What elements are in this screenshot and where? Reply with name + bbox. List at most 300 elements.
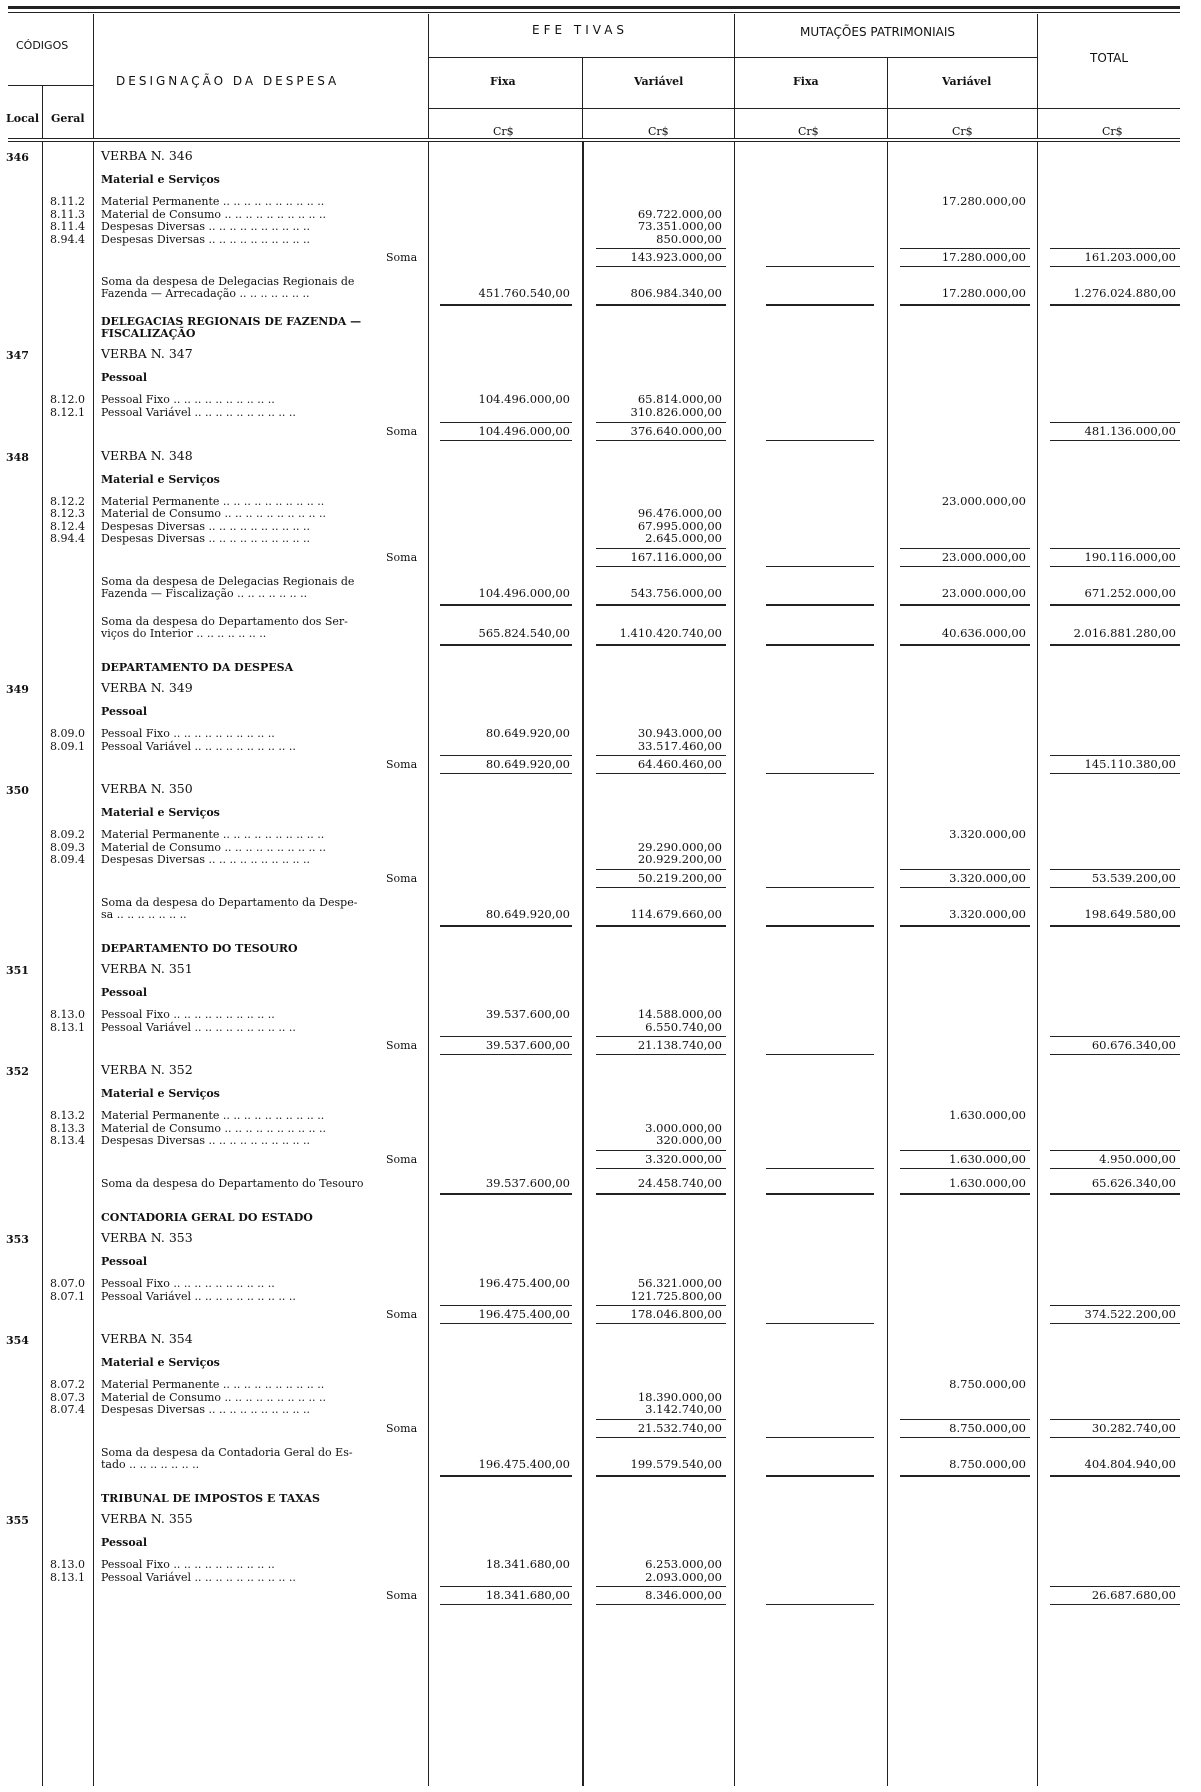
item-label: Despesas Diversas .. .. .. .. .. .. .. .. .. .. bbox=[101, 232, 310, 246]
group-heading: Material e Serviços bbox=[101, 1356, 220, 1370]
subtotal-rule bbox=[1050, 1193, 1180, 1195]
item-code: 8.13.3 bbox=[50, 1121, 85, 1135]
item-code: 8.11.2 bbox=[50, 195, 85, 208]
item-code: 8.09.4 bbox=[50, 853, 85, 867]
subtotal-rule bbox=[900, 925, 1030, 927]
soma-rule-above bbox=[1050, 755, 1180, 756]
verba-local-code: 352 bbox=[6, 1065, 29, 1079]
soma-label: Soma bbox=[386, 1153, 418, 1166]
subtotal-rule bbox=[1050, 644, 1180, 646]
soma-rule-above bbox=[596, 248, 726, 249]
soma-rule-below bbox=[440, 440, 572, 441]
soma-value-c4: 60.676.340,00 bbox=[1091, 1038, 1176, 1053]
header-fixa-mutacoes: Fixa bbox=[793, 75, 819, 88]
item-code: 8.11.4 bbox=[50, 220, 85, 234]
item-code: 8.12.3 bbox=[50, 507, 85, 521]
soma-rule-below bbox=[1050, 1604, 1180, 1605]
verba-title: VERBA N. 351 bbox=[101, 961, 193, 976]
soma-value-c2: 3.320.000,00 bbox=[645, 1152, 722, 1166]
item-label: Pessoal Variável .. .. .. .. .. .. .. .. .. .. bbox=[101, 1570, 296, 1584]
header-currency-5: Cr$ bbox=[1102, 125, 1123, 138]
soma-rule-below bbox=[1050, 1323, 1180, 1324]
item-value-c2: 33.517.460,00 bbox=[637, 738, 722, 753]
soma-rule-below bbox=[1050, 266, 1180, 267]
group-heading: Material e Serviços bbox=[101, 472, 220, 486]
soma-value-c2: 178.046.800,00 bbox=[630, 1307, 722, 1322]
header-divider-mutacoes bbox=[887, 58, 888, 138]
item-label: Pessoal Fixo .. .. .. .. .. .. .. .. .. .. bbox=[101, 1008, 275, 1021]
section-heading: DEPARTAMENTO DO TESOURO bbox=[101, 942, 298, 955]
soma-value-c4: 30.282.740,00 bbox=[1091, 1421, 1176, 1435]
subtotal-label-line1: Soma da despesa de Delegacias Regionais de bbox=[101, 275, 355, 289]
subtotal-rule bbox=[440, 644, 572, 646]
soma-value-c4: 145.110.380,00 bbox=[1084, 757, 1176, 772]
header-currency-3: Cr$ bbox=[798, 125, 819, 138]
group-heading: Material e Serviços bbox=[101, 1087, 220, 1101]
subtotal-label-line2: Fazenda — Arrecadação .. .. .. .. .. .. .. bbox=[101, 287, 310, 301]
item-label: Pessoal Variável .. .. .. .. .. .. .. .. .. .. bbox=[101, 406, 296, 419]
subtotal-value-c4: 404.804.940,00 bbox=[1084, 1457, 1176, 1471]
item-label: Material de Consumo .. .. .. .. .. .. .. .. .. .. bbox=[101, 840, 326, 854]
section-heading: CONTADORIA GERAL DO ESTADO bbox=[101, 1211, 313, 1224]
soma-rule-below bbox=[1050, 1168, 1180, 1169]
header-rule-currency bbox=[428, 108, 1180, 109]
item-code: 8.09.1 bbox=[50, 739, 85, 753]
item-value-c2: 29.290.000,00 bbox=[637, 839, 722, 854]
header-local: Local bbox=[6, 112, 40, 125]
soma-value-c4: 161.203.000,00 bbox=[1084, 250, 1176, 265]
verba-title: VERBA N. 355 bbox=[101, 1511, 193, 1526]
subtotal-value-c1: 451.760.540,00 bbox=[478, 286, 570, 301]
top-rule bbox=[8, 6, 1180, 9]
subtotal-rule bbox=[440, 1193, 572, 1195]
item-code: 8.13.4 bbox=[50, 1134, 85, 1148]
item-value-c2: 14.588.000,00 bbox=[637, 1007, 722, 1021]
item-value-c3: 3.320.000,00 bbox=[949, 827, 1026, 842]
item-label: Pessoal Fixo .. .. .. .. .. .. .. .. .. .. bbox=[101, 1277, 275, 1290]
verba-local-code: 350 bbox=[6, 784, 29, 798]
header-divider-codes bbox=[93, 14, 94, 138]
item-value-c2: 6.253.000,00 bbox=[645, 1557, 722, 1571]
subtotal-label-line1: Soma da despesa do Departamento da Despe- bbox=[101, 896, 358, 909]
subtotal-rule-empty bbox=[766, 644, 874, 646]
soma-rule-above bbox=[900, 1419, 1030, 1420]
item-value-c2: 6.550.740,00 bbox=[645, 1019, 722, 1034]
soma-rule-empty bbox=[766, 566, 874, 567]
soma-rule-above bbox=[596, 755, 726, 756]
top-rule-thin bbox=[8, 12, 1180, 13]
verba-local-code: 347 bbox=[6, 349, 29, 363]
subtotal-label: Soma da despesa do Departamento do Tesouro bbox=[101, 1177, 364, 1190]
soma-value-c1: 18.341.680,00 bbox=[485, 1588, 570, 1603]
soma-rule-below bbox=[596, 1604, 726, 1605]
group-heading: Pessoal bbox=[101, 1255, 148, 1268]
verba-local-code: 349 bbox=[6, 683, 29, 696]
verba-title: VERBA N. 352 bbox=[101, 1062, 193, 1078]
soma-rule-below bbox=[440, 773, 572, 774]
subtotal-rule-empty bbox=[766, 1475, 874, 1477]
subtotal-rule bbox=[900, 304, 1030, 306]
subtotal-value-c4: 2.016.881.280,00 bbox=[1073, 626, 1176, 640]
soma-value-c2: 143.923.000,00 bbox=[630, 250, 722, 265]
item-value-c2: 121.725.800,00 bbox=[630, 1288, 722, 1303]
subtotal-value-c3: 17.280.000,00 bbox=[941, 286, 1026, 301]
item-code: 8.12.0 bbox=[50, 393, 85, 407]
item-label: Pessoal Variável .. .. .. .. .. .. .. .. .. .. bbox=[101, 1020, 296, 1034]
subtotal-label-line1: Soma da despesa de Delegacias Regionais de bbox=[101, 575, 355, 588]
subtotal-rule bbox=[596, 925, 726, 927]
soma-rule-empty bbox=[766, 1054, 874, 1055]
soma-value-c4: 374.522.200,00 bbox=[1084, 1307, 1176, 1322]
section-heading: TRIBUNAL DE IMPOSTOS E TAXAS bbox=[101, 1492, 320, 1505]
header-rule-bottom2 bbox=[8, 141, 1180, 142]
subtotal-rule bbox=[596, 644, 726, 646]
soma-rule-below bbox=[1050, 1437, 1180, 1438]
subtotal-value-c1: 80.649.920,00 bbox=[485, 907, 570, 921]
item-code: 8.12.1 bbox=[50, 406, 85, 419]
soma-rule-above bbox=[440, 755, 572, 756]
item-value-c2: 96.476.000,00 bbox=[637, 506, 722, 521]
soma-rule-empty bbox=[766, 266, 874, 267]
soma-rule-above bbox=[596, 1586, 726, 1587]
group-heading: Pessoal bbox=[101, 1536, 148, 1549]
item-label: Despesas Diversas .. .. .. .. .. .. .. .. .. .. bbox=[101, 1403, 310, 1417]
subtotal-value-c2: 199.579.540,00 bbox=[630, 1457, 722, 1471]
subtotal-value-c4: 1.276.024.880,00 bbox=[1073, 286, 1176, 301]
soma-value-c2: 50.219.200,00 bbox=[637, 871, 722, 885]
soma-rule-above bbox=[440, 422, 572, 423]
col-line-mid bbox=[734, 141, 735, 1786]
soma-rule-below bbox=[596, 440, 726, 441]
header-rule-bottom bbox=[8, 138, 1180, 139]
soma-label: Soma bbox=[386, 1589, 418, 1603]
item-label: Despesas Diversas .. .. .. .. .. .. .. .. .. .. bbox=[101, 519, 310, 533]
soma-rule-below bbox=[1050, 887, 1180, 888]
header-currency-2: Cr$ bbox=[648, 125, 669, 138]
subtotal-value-c4: 198.649.580,00 bbox=[1084, 907, 1176, 921]
item-value-c2: 73.351.000,00 bbox=[637, 219, 722, 234]
soma-rule-below bbox=[596, 1054, 726, 1055]
group-heading: Pessoal bbox=[101, 705, 148, 718]
verba-local-code: 348 bbox=[6, 450, 29, 464]
soma-rule-below bbox=[596, 773, 726, 774]
soma-value-c2: 167.116.000,00 bbox=[630, 550, 722, 564]
soma-value-c1: 196.475.400,00 bbox=[478, 1307, 570, 1322]
soma-rule-below bbox=[900, 566, 1030, 567]
soma-value-c4: 481.136.000,00 bbox=[1084, 423, 1176, 438]
soma-label: Soma bbox=[386, 424, 418, 438]
item-code: 8.13.1 bbox=[50, 1020, 85, 1034]
subtotal-rule bbox=[440, 1475, 572, 1477]
subtotal-rule-empty bbox=[766, 925, 874, 927]
item-code: 8.07.3 bbox=[50, 1390, 85, 1404]
section-heading-line2: FISCALIZAÇÃO bbox=[101, 327, 196, 341]
header-divider-efetivas bbox=[582, 58, 583, 138]
item-code: 8.07.1 bbox=[50, 1289, 85, 1303]
subtotal-value-c1: 196.475.400,00 bbox=[478, 1457, 570, 1471]
soma-label: Soma bbox=[386, 251, 418, 265]
item-value-c2: 850.000,00 bbox=[656, 231, 722, 246]
subtotal-rule bbox=[1050, 925, 1180, 927]
header-rule-groups bbox=[428, 57, 1037, 58]
item-label: Pessoal Fixo .. .. .. .. .. .. .. .. .. .. bbox=[101, 1558, 275, 1571]
item-label: Material de Consumo .. .. .. .. .. .. .. .. .. .. bbox=[101, 507, 326, 521]
soma-value-c3: 8.750.000,00 bbox=[949, 1421, 1026, 1435]
soma-rule-above bbox=[596, 1150, 726, 1151]
item-value-c1: 196.475.400,00 bbox=[478, 1276, 570, 1290]
subtotal-rule-empty bbox=[766, 304, 874, 306]
col-line-local bbox=[42, 141, 43, 1786]
item-value-c2: 56.321.000,00 bbox=[637, 1276, 722, 1290]
item-label: Pessoal Variável .. .. .. .. .. .. .. .. .. .. bbox=[101, 1289, 296, 1303]
soma-rule-above bbox=[1050, 422, 1180, 423]
item-code: 8.09.3 bbox=[50, 840, 85, 854]
subtotal-value-c1: 104.496.000,00 bbox=[478, 586, 570, 600]
subtotal-value-c1: 565.824.540,00 bbox=[478, 626, 570, 640]
soma-rule-empty bbox=[766, 773, 874, 774]
soma-rule-below bbox=[596, 266, 726, 267]
item-label: Despesas Diversas .. .. .. .. .. .. .. .. .. .. bbox=[101, 532, 310, 546]
item-label: Despesas Diversas .. .. .. .. .. .. .. .. .. .. bbox=[101, 853, 310, 867]
subtotal-value-c2: 24.458.740,00 bbox=[637, 1176, 722, 1190]
item-value-c2: 67.995.000,00 bbox=[637, 518, 722, 533]
subtotal-rule bbox=[596, 604, 726, 606]
soma-rule-empty bbox=[766, 1323, 874, 1324]
subtotal-rule bbox=[440, 925, 572, 927]
verba-title: VERBA N. 350 bbox=[101, 781, 193, 797]
item-value-c2: 65.814.000,00 bbox=[637, 392, 722, 407]
verba-title: VERBA N. 349 bbox=[101, 680, 193, 695]
soma-rule-above bbox=[440, 1586, 572, 1587]
item-code: 8.94.4 bbox=[50, 532, 85, 546]
subtotal-rule bbox=[440, 604, 572, 606]
item-code: 8.09.0 bbox=[50, 727, 85, 740]
subtotal-rule bbox=[900, 644, 1030, 646]
soma-value-c1: 39.537.600,00 bbox=[485, 1038, 570, 1053]
soma-value-c2: 21.138.740,00 bbox=[637, 1038, 722, 1053]
verba-title: VERBA N. 348 bbox=[101, 447, 193, 463]
header-geral: Geral bbox=[51, 112, 85, 125]
header-codigos: CÓDIGOS bbox=[16, 39, 69, 52]
item-value-c2: 310.826.000,00 bbox=[630, 405, 722, 419]
header-efetivas: EFE TIVAS bbox=[532, 23, 629, 37]
soma-rule-above bbox=[1050, 1305, 1180, 1306]
subtotal-value-c3: 8.750.000,00 bbox=[949, 1457, 1026, 1471]
verba-title: VERBA N. 347 bbox=[101, 346, 193, 362]
subtotal-value-c2: 543.756.000,00 bbox=[630, 586, 722, 600]
soma-rule-below bbox=[900, 266, 1030, 267]
section-heading: DEPARTAMENTO DA DESPESA bbox=[101, 661, 294, 674]
soma-value-c1: 104.496.000,00 bbox=[478, 423, 570, 438]
subtotal-value-c4: 65.626.340,00 bbox=[1091, 1176, 1176, 1190]
soma-rule-above bbox=[1050, 1150, 1180, 1151]
item-code: 8.12.2 bbox=[50, 494, 85, 508]
soma-value-c2: 64.460.460,00 bbox=[637, 757, 722, 772]
subtotal-value-c3: 3.320.000,00 bbox=[949, 907, 1026, 921]
item-label: Material de Consumo .. .. .. .. .. .. .. .. .. .. bbox=[101, 207, 326, 221]
soma-rule-above bbox=[1050, 548, 1180, 549]
group-heading: Pessoal bbox=[101, 371, 148, 385]
soma-value-c4: 53.539.200,00 bbox=[1091, 871, 1176, 885]
col-line-designation bbox=[428, 141, 429, 1786]
soma-value-c2: 21.532.740,00 bbox=[637, 1421, 722, 1435]
item-label: Material de Consumo .. .. .. .. .. .. .. .. .. .. bbox=[101, 1390, 326, 1404]
soma-label: Soma bbox=[386, 1422, 418, 1435]
col-line-mutacoes bbox=[887, 141, 888, 1786]
soma-label: Soma bbox=[386, 1308, 418, 1322]
subtotal-rule bbox=[900, 1193, 1030, 1195]
soma-rule-empty bbox=[766, 1437, 874, 1438]
verba-title: VERBA N. 353 bbox=[101, 1230, 193, 1245]
soma-rule-empty bbox=[766, 1604, 874, 1605]
soma-rule-below bbox=[596, 887, 726, 888]
header-divider-designation bbox=[428, 14, 429, 138]
item-value-c2: 20.929.200,00 bbox=[637, 852, 722, 867]
subtotal-value-c2: 114.679.660,00 bbox=[630, 907, 722, 921]
subtotal-label-line2: tado .. .. .. .. .. .. .. bbox=[101, 1458, 200, 1471]
item-label: Material Permanente .. .. .. .. .. .. .. .. .. .. bbox=[101, 195, 325, 208]
item-value-c1: 18.341.680,00 bbox=[485, 1557, 570, 1571]
section-heading-line1: DELEGACIAS REGIONAIS DE FAZENDA — bbox=[101, 315, 362, 329]
header-variavel-mutacoes: Variável bbox=[942, 75, 992, 88]
soma-rule-above bbox=[900, 869, 1030, 870]
item-value-c1: 39.537.600,00 bbox=[485, 1007, 570, 1021]
soma-rule-below bbox=[1050, 566, 1180, 567]
soma-value-c4: 4.950.000,00 bbox=[1099, 1152, 1176, 1166]
item-code: 8.94.4 bbox=[50, 232, 85, 246]
subtotal-rule bbox=[596, 1193, 726, 1195]
col-line-total bbox=[1037, 141, 1038, 1786]
header-designacao: DESIGNAÇÃO DA DESPESA bbox=[116, 74, 340, 88]
soma-rule-empty bbox=[766, 440, 874, 441]
soma-label: Soma bbox=[386, 551, 418, 564]
subtotal-value-c3: 40.636.000,00 bbox=[941, 626, 1026, 640]
verba-title: VERBA N. 346 bbox=[101, 148, 193, 163]
item-code: 8.07.0 bbox=[50, 1277, 85, 1290]
soma-value-c1: 80.649.920,00 bbox=[485, 757, 570, 772]
verba-local-code: 346 bbox=[6, 151, 29, 164]
soma-rule-above bbox=[900, 248, 1030, 249]
item-code: 8.09.2 bbox=[50, 828, 85, 842]
subtotal-value-c4: 671.252.000,00 bbox=[1084, 586, 1176, 600]
item-value-c2: 320.000,00 bbox=[656, 1133, 722, 1148]
soma-rule-above bbox=[900, 548, 1030, 549]
soma-rule-below bbox=[596, 1437, 726, 1438]
subtotal-label-line2: viços do Interior .. .. .. .. .. .. .. bbox=[101, 627, 267, 640]
soma-rule-above bbox=[900, 1150, 1030, 1151]
item-code: 8.13.0 bbox=[50, 1008, 85, 1021]
item-label: Pessoal Fixo .. .. .. .. .. .. .. .. .. .. bbox=[101, 727, 275, 740]
subtotal-rule bbox=[596, 1475, 726, 1477]
soma-rule-above bbox=[596, 869, 726, 870]
col-line-efetivas bbox=[582, 141, 584, 1786]
subtotal-rule bbox=[1050, 604, 1180, 606]
item-label: Material Permanente .. .. .. .. .. .. .. .. .. .. bbox=[101, 1378, 325, 1392]
soma-label: Soma bbox=[386, 872, 418, 885]
header-rule-codes bbox=[8, 85, 93, 86]
soma-rule-below bbox=[1050, 1054, 1180, 1055]
item-code: 8.07.4 bbox=[50, 1403, 85, 1417]
soma-rule-above bbox=[596, 422, 726, 423]
subtotal-label-line1: Soma da despesa do Departamento dos Ser- bbox=[101, 615, 348, 628]
subtotal-rule bbox=[440, 304, 572, 306]
subtotal-rule bbox=[1050, 304, 1180, 306]
soma-rule-above bbox=[440, 1305, 572, 1306]
soma-value-c2: 8.346.000,00 bbox=[645, 1588, 722, 1603]
item-label: Despesas Diversas .. .. .. .. .. .. .. .. .. .. bbox=[101, 1134, 310, 1148]
soma-rule-below bbox=[596, 1168, 726, 1169]
item-value-c2: 18.390.000,00 bbox=[637, 1389, 722, 1404]
item-label: Despesas Diversas .. .. .. .. .. .. .. .. .. .. bbox=[101, 220, 310, 234]
soma-value-c4: 26.687.680,00 bbox=[1091, 1588, 1176, 1603]
soma-rule-above bbox=[596, 1305, 726, 1306]
soma-value-c4: 190.116.000,00 bbox=[1084, 550, 1176, 564]
subtotal-value-c2: 1.410.420.740,00 bbox=[619, 626, 722, 640]
header-divider-total bbox=[1037, 14, 1038, 138]
group-heading: Material e Serviços bbox=[101, 173, 220, 186]
soma-rule-above bbox=[596, 1036, 726, 1037]
soma-rule-below bbox=[900, 1437, 1030, 1438]
header-currency-4: Cr$ bbox=[952, 125, 973, 138]
item-value-c2: 69.722.000,00 bbox=[637, 206, 722, 221]
soma-rule-empty bbox=[766, 1168, 874, 1169]
item-code: 8.07.2 bbox=[50, 1378, 85, 1392]
item-value-c3: 23.000.000,00 bbox=[941, 493, 1026, 508]
soma-value-c3: 17.280.000,00 bbox=[941, 250, 1026, 265]
soma-rule-empty bbox=[766, 887, 874, 888]
soma-label: Soma bbox=[386, 1039, 418, 1053]
soma-rule-above bbox=[1050, 1036, 1180, 1037]
item-label: Material de Consumo .. .. .. .. .. .. .. .. .. .. bbox=[101, 1121, 326, 1135]
soma-rule-above bbox=[1050, 1586, 1180, 1587]
verba-title: VERBA N. 354 bbox=[101, 1331, 193, 1347]
soma-rule-above bbox=[1050, 1419, 1180, 1420]
item-label: Material Permanente .. .. .. .. .. .. .. .. .. .. bbox=[101, 828, 325, 842]
header-divider-local bbox=[42, 86, 43, 138]
soma-rule-below bbox=[596, 1323, 726, 1324]
item-value-c2: 3.000.000,00 bbox=[645, 1120, 722, 1135]
header-mutacoes: MUTAÇÕES PATRIMONIAIS bbox=[800, 25, 956, 39]
soma-value-c3: 3.320.000,00 bbox=[949, 871, 1026, 885]
group-heading: Material e Serviços bbox=[101, 806, 220, 820]
soma-rule-below bbox=[440, 1323, 572, 1324]
item-code: 8.13.1 bbox=[50, 1570, 85, 1584]
soma-rule-above bbox=[596, 548, 726, 549]
verba-local-code: 354 bbox=[6, 1334, 29, 1348]
header-variavel-efetivas: Variável bbox=[634, 75, 684, 88]
item-label: Material Permanente .. .. .. .. .. .. .. .. .. .. bbox=[101, 1109, 325, 1123]
item-code: 8.12.4 bbox=[50, 519, 85, 533]
subtotal-label-line2: sa .. .. .. .. .. .. .. bbox=[101, 908, 187, 921]
soma-value-c2: 376.640.000,00 bbox=[630, 423, 722, 438]
col-line-codes bbox=[93, 141, 94, 1786]
header-fixa-efetivas: Fixa bbox=[490, 75, 516, 88]
item-value-c3: 8.750.000,00 bbox=[949, 1377, 1026, 1392]
item-label: Pessoal Fixo .. .. .. .. .. .. .. .. .. .. bbox=[101, 393, 275, 407]
item-code: 8.11.3 bbox=[50, 207, 85, 221]
subtotal-rule-empty bbox=[766, 1193, 874, 1195]
soma-value-c3: 23.000.000,00 bbox=[941, 550, 1026, 564]
verba-local-code: 353 bbox=[6, 1233, 29, 1246]
soma-rule-below bbox=[440, 1604, 572, 1605]
subtotal-rule-empty bbox=[766, 604, 874, 606]
group-heading: Pessoal bbox=[101, 986, 148, 999]
item-label: Pessoal Variável .. .. .. .. .. .. .. .. .. .. bbox=[101, 739, 296, 753]
soma-rule-above bbox=[596, 1419, 726, 1420]
soma-rule-below bbox=[900, 887, 1030, 888]
item-code: 8.13.2 bbox=[50, 1109, 85, 1123]
item-value-c1: 80.649.920,00 bbox=[485, 726, 570, 740]
